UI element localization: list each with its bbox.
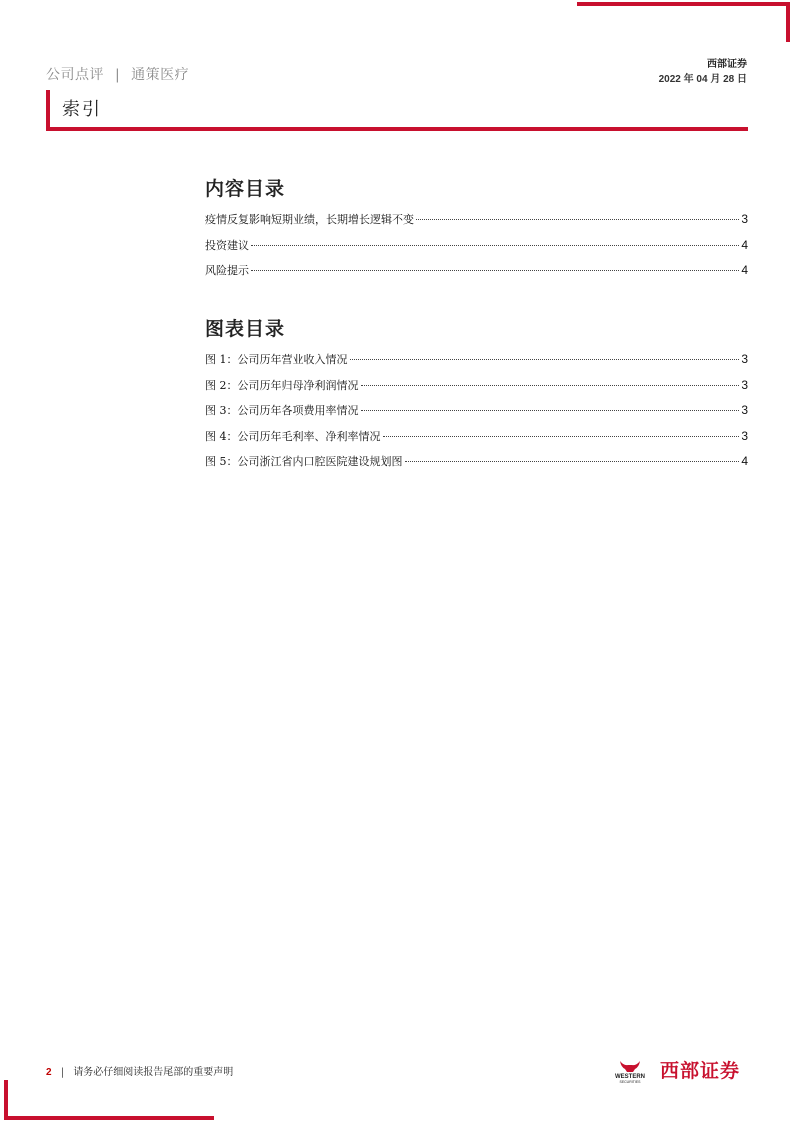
- logo-en-bottom: SECURITIES: [619, 1079, 641, 1083]
- figures-heading: 图表目录: [205, 318, 286, 340]
- contents-entry-label: 风险提示: [205, 264, 249, 277]
- page-number: 2: [46, 1067, 52, 1078]
- figures-entry-label: 图 4：公司历年毛利率、净利率情况: [205, 429, 381, 443]
- leader-dots: [416, 219, 739, 220]
- header-brand: 西部证券: [707, 59, 747, 70]
- figures-toc: [205, 314, 748, 479]
- footer-note: [46, 1063, 233, 1078]
- contents-entry[interactable]: [205, 262, 748, 288]
- figures-list: [205, 351, 748, 479]
- contents-entry-page: 4: [741, 237, 748, 252]
- contents-heading: 内容目录: [205, 178, 286, 200]
- header-separator: |: [114, 67, 121, 83]
- top-corner-line-vertical: [786, 2, 790, 42]
- report-category: [46, 64, 189, 84]
- bottom-corner-line-vertical: [4, 1080, 8, 1120]
- figures-entry-page: 3: [741, 352, 748, 366]
- contents-entry-label: 疫情反复影响短期业绩，长期增长逻辑不变: [205, 213, 414, 226]
- contents-entry-page: 3: [741, 212, 748, 226]
- bull-head-icon: [606, 1057, 654, 1083]
- report-date: 2022 年 04 月 28 日: [658, 74, 747, 85]
- figures-entry-label: 图 3：公司历年各项费用率情况: [205, 404, 359, 417]
- leader-dots: [405, 461, 740, 462]
- company-name: 通策医疗: [131, 67, 190, 83]
- report-type: 公司点评: [46, 67, 104, 83]
- figures-entry-page: 3: [741, 377, 748, 392]
- company-logo: [606, 1056, 740, 1083]
- logo-en-top: WESTERN: [615, 1073, 645, 1080]
- leader-dots: [361, 410, 740, 411]
- logo-text: 西部证券: [660, 1060, 741, 1082]
- contents-toc: [205, 174, 748, 288]
- contents-entry[interactable]: [205, 237, 748, 263]
- figures-entry[interactable]: [205, 377, 748, 403]
- figures-entry[interactable]: [205, 453, 748, 479]
- figures-entry-label: 图 2：公司历年归母净利润情况: [205, 378, 359, 392]
- disclaimer-text: 请务必仔细阅读报告尾部的重要声明: [73, 1067, 234, 1078]
- top-corner-line: [577, 2, 790, 6]
- leader-dots: [251, 245, 739, 246]
- figures-entry-page: 4: [741, 454, 748, 468]
- figures-entry[interactable]: [205, 402, 748, 428]
- bottom-corner-line: [4, 1116, 214, 1120]
- leader-dots: [383, 436, 740, 437]
- leader-dots: [361, 385, 740, 386]
- contents-entry-label: 投资建议: [205, 238, 249, 252]
- leader-dots: [350, 359, 740, 360]
- section-rule: [46, 127, 748, 131]
- section-accent-bar: [46, 90, 50, 128]
- contents-list: [205, 211, 748, 288]
- figures-entry-page: 3: [741, 403, 748, 417]
- figures-entry-label: 图 5：公司浙江省内口腔医院建设规划图: [205, 455, 403, 468]
- figures-entry-label: 图 1：公司历年营业收入情况: [205, 353, 348, 366]
- contents-entry-page: 4: [741, 263, 748, 277]
- figures-entry-page: 3: [741, 428, 748, 443]
- footer-separator: |: [60, 1067, 65, 1078]
- section-title: 索引: [62, 99, 102, 120]
- figures-entry[interactable]: [205, 351, 748, 377]
- leader-dots: [251, 270, 739, 271]
- contents-entry[interactable]: [205, 211, 748, 237]
- figures-entry[interactable]: [205, 428, 748, 454]
